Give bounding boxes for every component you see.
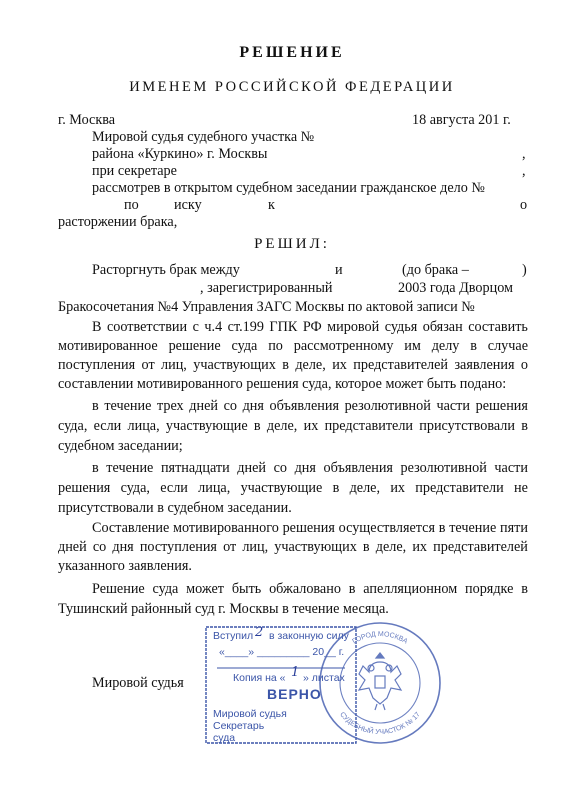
p1-line-2-word: в: [470, 338, 477, 354]
registered-word: , зарегистрированный: [200, 280, 333, 296]
divorce-word-4: ): [522, 262, 527, 278]
document-subtitle: ИМЕНЕМ РОССИЙСКОЙ ФЕДЕРАЦИИ: [129, 79, 455, 95]
p4-line-1-word: мотивированного: [173, 520, 279, 536]
seal-text-bottom: СУДЕБНЫЙ УЧАСТОК № 17: [338, 711, 422, 737]
svg-text:СУДЕБНЫЙ УЧАСТОК № 17: [338, 711, 422, 736]
p2-line-2-word: деле,: [266, 418, 298, 434]
appeal-line-1: [58, 581, 528, 598]
divorce-word-3: (до брака –: [402, 262, 469, 278]
p3-line-1-word: дней: [237, 460, 266, 476]
p4-line-1-word: в: [438, 520, 446, 536]
city: г. Москва: [58, 112, 116, 128]
stamp-copy-on: Копия на «: [233, 672, 286, 684]
p1-line-2-word: рассмотренному: [293, 338, 394, 354]
p1-line-2: [58, 338, 528, 355]
p4-line-2-word: участвующих: [274, 539, 357, 555]
stamp-handwritten-number: 2: [255, 625, 264, 640]
p2-line-1-word: течение: [104, 398, 152, 414]
p2-line-1-word: дня: [242, 398, 264, 414]
stamp-verno: ВЕРНО: [267, 686, 322, 702]
appeal-line-1-word: быть: [231, 581, 262, 597]
stamp-date-blank: «____» _________ 20__ г.: [219, 646, 345, 658]
appeal-line-1-word: обжаловано: [269, 581, 341, 597]
stamp-sheets: » листах: [303, 672, 345, 684]
appeal-line-1-word: в: [348, 581, 356, 597]
p1-line-1-word: обязан: [422, 319, 463, 335]
p3-line-2-word: не: [514, 480, 528, 496]
secretary-line: при секретаре: [92, 163, 177, 179]
claim-word-1: по: [124, 197, 139, 213]
p4-line-1-word: решения: [282, 520, 335, 536]
p4-line-1: [58, 520, 528, 537]
appeal-line-1-word: в: [521, 581, 528, 597]
p1-line-3-word: в: [282, 357, 289, 373]
p1-line-3-word: поступления: [58, 357, 136, 373]
p3-line-2-word: если: [160, 480, 188, 496]
case-line: рассмотрев в открытом судебном заседании гражданское дело №: [92, 180, 485, 196]
divorce-word-2: и: [335, 262, 343, 278]
p1-line-3: [58, 357, 528, 374]
p1-line-1-word: составить: [468, 319, 528, 335]
p3-line-2-word: лица,: [198, 480, 231, 496]
p1-line-2-word: делу: [431, 338, 460, 354]
double-headed-eagle-icon: [359, 653, 401, 710]
divorce-word-1: Расторгнуть брак между: [92, 262, 240, 278]
p4-line-2-word: поступления: [139, 539, 217, 555]
p3-line-1-word: пятнадцати: [160, 460, 230, 476]
p2-line-1-word: трех: [156, 398, 184, 414]
p2-line-1-word: со: [223, 398, 237, 414]
p4-line-2-word: деле,: [375, 539, 407, 555]
claim-end: расторжении брака,: [58, 214, 178, 230]
p2-line-2-word: участвующие: [165, 418, 248, 434]
p4-line-2-word: их: [412, 539, 428, 555]
p2-line-2-word: если: [93, 418, 122, 434]
p1-line-2-word: им: [404, 338, 421, 354]
p2-line-2-word: в: [253, 418, 261, 434]
document-title: РЕШЕНИЕ: [239, 44, 345, 61]
secretary-comma: ,: [522, 163, 526, 179]
p3-line-1-word: резолютивной: [400, 460, 487, 476]
p2-line-1-word: части: [436, 398, 470, 414]
official-seal: [315, 618, 445, 748]
stamp-court: суда: [213, 732, 236, 744]
p4-line-2-word: в: [362, 539, 370, 555]
signature-label: Мировой судья: [92, 675, 184, 691]
p1-line-1-word: ст.199: [227, 319, 264, 335]
p1-line-3-word: их: [332, 357, 347, 373]
p2-line-1-word: в: [92, 398, 99, 414]
appeal-line-1-word: может: [186, 581, 225, 597]
p4-line-2-word: от: [223, 539, 237, 555]
p1-line-3-word: от: [141, 357, 155, 373]
appeal-line-1-word: суда: [152, 581, 179, 597]
p2-line-2: [58, 418, 528, 435]
p1-line-3-word: лиц,: [161, 357, 187, 373]
p1-line-1-word: судья: [384, 319, 418, 335]
p4-line-2-word: представителей: [433, 539, 528, 555]
registered-year: 2003 года Дворцом: [398, 280, 513, 296]
p1-line-1-word: РФ: [302, 319, 322, 335]
p4-line-1-word: пяти: [500, 520, 528, 536]
p4-line-1-word: течение: [449, 520, 497, 536]
p3-line-2-word: в: [332, 480, 340, 496]
claim-word-2: иску: [174, 197, 202, 213]
stamp-handwritten-pages: 1: [291, 665, 300, 680]
appeal-line-1-word: апелляционном: [363, 581, 458, 597]
stamp-judge: Мировой судья: [213, 708, 287, 720]
p1-line-1-word: соответствии: [106, 319, 188, 335]
p4-line-2-word: лиц,: [242, 539, 269, 555]
p2-line-1-word: решения: [475, 398, 528, 414]
p3-line-2-word: участвующие: [240, 480, 323, 496]
p4-line-2-word: дня: [112, 539, 134, 555]
appeal-line-2: Тушинский районный суд г. Москвы в течение месяца.: [58, 601, 389, 617]
p2-last: судебном заседании;: [58, 438, 183, 454]
p3-last: присутствовали в судебном заседании.: [58, 500, 292, 516]
p3-line-2-word: суда,: [120, 480, 150, 496]
p1-line-3-word: деле,: [295, 357, 326, 373]
p4-line-1-word: Составление: [92, 520, 170, 536]
p3-line-1-word: со: [273, 460, 287, 476]
p2-line-1-word: резолютивной: [344, 398, 431, 414]
claim-word-3: к: [268, 197, 275, 213]
p3-line-1-word: течение: [106, 460, 154, 476]
p1-line-3-word: участвующих: [193, 357, 276, 373]
p4-line-2-word: дней: [58, 539, 87, 555]
p1-line-2-word: мотивированное: [58, 338, 158, 354]
p2-line-1-word: дней: [189, 398, 218, 414]
p2-line-2-word: их: [303, 418, 319, 434]
p3-line-2-word: их: [390, 480, 405, 496]
p1-line-1: [58, 319, 528, 336]
record-line: Бракосочетания №4 Управления ЗАГС Москвы по актовой записи №: [58, 299, 475, 315]
p1-line-2-word: по: [268, 338, 283, 354]
p3-line-2-word: деле,: [349, 480, 381, 496]
court-stamp: [205, 626, 571, 746]
p2-line-1-word: объявления: [269, 398, 339, 414]
p4-line-2-word: со: [92, 539, 107, 555]
p2-line-2-word: суда,: [58, 418, 88, 434]
p2-line-2-word: представители: [324, 418, 414, 434]
p3-line-2: [58, 480, 528, 497]
p1-line-3-word: представителей: [353, 357, 449, 373]
p3-line-1-word: части: [494, 460, 528, 476]
p4-last: указанного заявления.: [58, 558, 192, 574]
stamp-legal-force: в законную силу: [269, 630, 349, 642]
p2-line-2-word: лица,: [127, 418, 160, 434]
p3-line-2-word: решения: [58, 480, 111, 496]
p2-line-2-word: присутствовали: [419, 418, 515, 434]
p1-line-3-word: заявления: [454, 357, 515, 373]
claim-word-4: о: [520, 197, 528, 213]
p1-line-2-word: суда: [231, 338, 258, 354]
stamp-entered: Вступил: [213, 630, 254, 642]
p1-last: составлении мотивированного решения суда, которое может быть подано:: [58, 376, 507, 392]
p3-line-1-word: дня: [294, 460, 316, 476]
stamp-secretary: Секретарь: [213, 720, 265, 732]
p2-line-2-word: в: [521, 418, 528, 434]
p1-line-1-word: ГПК: [269, 319, 298, 335]
district-comma: ,: [522, 146, 526, 162]
p1-line-1-word: с: [192, 319, 199, 335]
p3-line-1: [58, 460, 528, 477]
p1-line-1-word: мировой: [327, 319, 380, 335]
p2-line-1: [58, 398, 528, 415]
p1-line-1-word: В: [92, 319, 102, 335]
appeal-line-1-word: Решение: [92, 581, 145, 597]
decision-date: 18 августа 201 г.: [412, 112, 511, 128]
judge-line: Мировой судья судебного участка №: [92, 129, 315, 145]
p3-line-2-word: представители: [415, 480, 504, 496]
resolved-heading: РЕШИЛ:: [254, 236, 330, 252]
p1-line-3-word: о: [520, 357, 528, 373]
p4-line-1-word: осуществляется: [338, 520, 435, 536]
p4-line-2: [58, 539, 528, 556]
p1-line-1-word: ч.4: [204, 319, 223, 335]
p3-line-1-word: объявления: [323, 460, 393, 476]
seal-text-top: ГОРОД МОСКВА: [351, 630, 409, 646]
p1-line-2-word: решение: [168, 338, 221, 354]
district-line: района «Куркино» г. Москвы: [92, 146, 268, 162]
p1-line-2-word: случае: [487, 338, 528, 354]
appeal-line-1-word: порядке: [465, 581, 514, 597]
p3-line-1-word: в: [92, 460, 99, 476]
